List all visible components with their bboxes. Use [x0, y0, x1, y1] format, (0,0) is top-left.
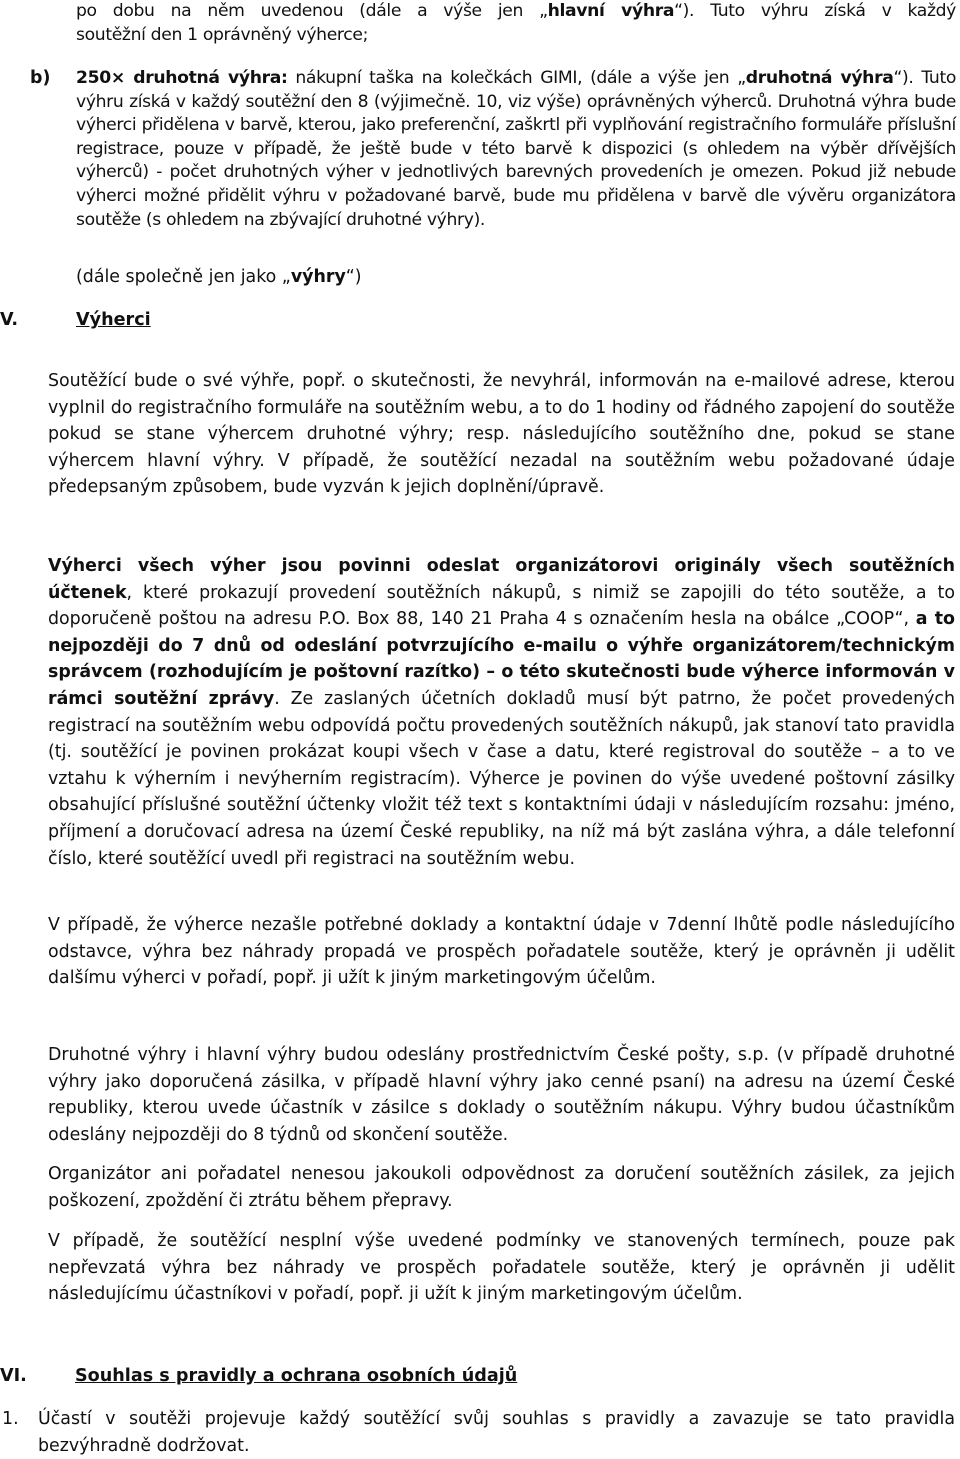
item-b-marker: b) [30, 68, 51, 88]
winners-notification-paragraph: Soutěžící bude o své výhře, popř. o skutečnosti, že nevyhrál, informován na e-mailové adrese, kterou vyplnil do registračního formuláře na soutěžním webu, a to do 1 hodiny od řádného zapojení do soutěže pokud se stane výhercem druhotné výhry; resp. následujícího soutěžního dne, pokud se stane výhercem hlavní výhry. V případě, že soutěžící nezadal na soutěžním webu požadované údaje předepsaným způsobem, bude vyzván k jejich doplnění/úpravě. [48, 371, 955, 498]
consent-item-text: Účastí v soutěži projevuje každý soutěžící svůj souhlas s pravidly a zavazuje se tato pravidla bezvýhradně dodržovat. [38, 1409, 955, 1456]
item-b-text-2: “). Tuto výhru získá v každý soutěžní den 8 (výjimečně. 10, viz výše) oprávněných výherců. [76, 68, 956, 112]
prizes-together-note: (dále společně jen jako „výhry“) [76, 267, 362, 287]
main-prize-term: hlavní výhra [547, 1, 675, 21]
continuation-text-b: “). Tuto výhru získá v každý [674, 1, 956, 21]
consent-item-number: 1. [2, 1409, 19, 1429]
secondary-prize-term: druhotná výhra [745, 68, 894, 88]
receipts-text-2: . Ze zaslaných účetních dokladů musí být patrno, že počet provedených registrací na soutěžním webu odpovídá počtu provedených soutěžních nákupů, jak stanoví tato pravidla (tj. soutěžící je povinen prokázat koupi všech v čase a datu, které registroval do soutěže – a to ve vztahu k výherním i nevýherním registracím). Výherce je povinen do výše uvedené poštovní zásilky obsahující příslušné soutěžní účtenky vložit též text s kontaktními údaji v následujícím rozsahu: jméno, příjmení a doručovací adresa na území České republiky, na níž má být zaslána výhra, a dále telefonní číslo, které soutěžící uvedl při registraci na soutěžním webu. [48, 688, 955, 869]
receipts-obligation-paragraph [48, 553, 955, 872]
deadline-bold: a to nejpozději do 7 dnů od odeslání potvrzujícího e-mailu o výhře organizátorem/technickým správcem (rozhodujícím je poštovní razítko) – o této skutečnosti bude výherce informován v rámci soutěžní zprávy [48, 609, 955, 709]
prizes-term: výhry [290, 267, 346, 287]
prize-continuation [76, 0, 956, 47]
secondary-prize-lead: 250× druhotná výhra: [76, 68, 288, 88]
receipts-text-1: , které prokazují provedení soutěžních nákupů, s nimiž se zapojili do této soutěže, a to doporučeně poštou na adresu P.O. Box 88, 140 21 Praha 4 s označením hesla na obálce „COOP“, [48, 582, 955, 630]
conditions-paragraph: V případě, že soutěžící nesplní výše uvedené podmínky ve stanovených termínech, pouze pak nepřevzatá výhra bez náhrady ve prospěch pořadatele soutěže, který je oprávněn ji udělit následujícímu účastníkovi v pořadí, popř. ji užít k jiným marketingovým účelům. [48, 1231, 955, 1305]
item-b-text-3: Druhotná výhra bude výherci přidělena v barvě, kterou, jako preferenční, zaškrtl při vyplňování registračního formuláře příslušní registrace, pouze v případě, že ještě bude v této barvě k dispozici (s ohledem na výběr dřívějších výherců) - počet druhotných výher v jednotlivých barevných provedeních je omezen. Pokud již nebude výherci možné přidělit výhru v požadované barvě, bude mu přidělena v barvě dle vývěru organizátora soutěže (s ohledem na zbývající druhotné výhry). [76, 91, 956, 230]
section-6-title: Souhlas s pravidly a ochrana osobních údajů [75, 1366, 518, 1386]
section-6-number: VI. [0, 1366, 27, 1386]
item-b-paragraph [76, 67, 956, 232]
receipts-obligation-bold: Výherci všech výher jsou povinni odeslat organizátorovi originály všech soutěžních účtenek [48, 556, 955, 603]
item-b-text-1: nákupní taška na kolečkách GIMI, (dále a výše jen „ [287, 68, 746, 88]
liability-paragraph: Organizátor ani pořadatel nenesou jakoukoli odpovědnost za doručení soutěžních zásilek, za jejich poškození, zpoždění či ztrátu během přepravy. [48, 1164, 955, 1211]
section-5-title: Výherci [76, 310, 151, 330]
continuation-line-2: soutěžní den 1 oprávněný výherce; [76, 24, 369, 45]
shipping-paragraph: Druhotné výhry i hlavní výhry budou odeslány prostřednictvím České pošty, s.p. (v případě druhotné výhry jako doporučená zásilka, v případě hlavní výhry jako cenné psaní) na adresu na území České republiky, kterou uvede účastník v zásilce s doklady o soutěžním nákupu. Výhry budou účastníkům odeslány nejpozději do 8 týdnů od skončení soutěže. [48, 1045, 955, 1145]
section-5-number: V. [0, 310, 19, 330]
continuation-text-a: po dobu na něm uvedenou (dále a výše jen „ [76, 1, 548, 21]
forfeit-paragraph: V případě, že výherce nezašle potřebné doklady a kontaktní údaje v 7denní lhůtě podle následujícího odstavce, výhra bez náhrady propadá ve prospěch pořadatele soutěže, který je oprávněn ji udělit dalšímu výherci v pořadí, popř. ji užít k jiným marketingovým účelům. [48, 915, 955, 989]
